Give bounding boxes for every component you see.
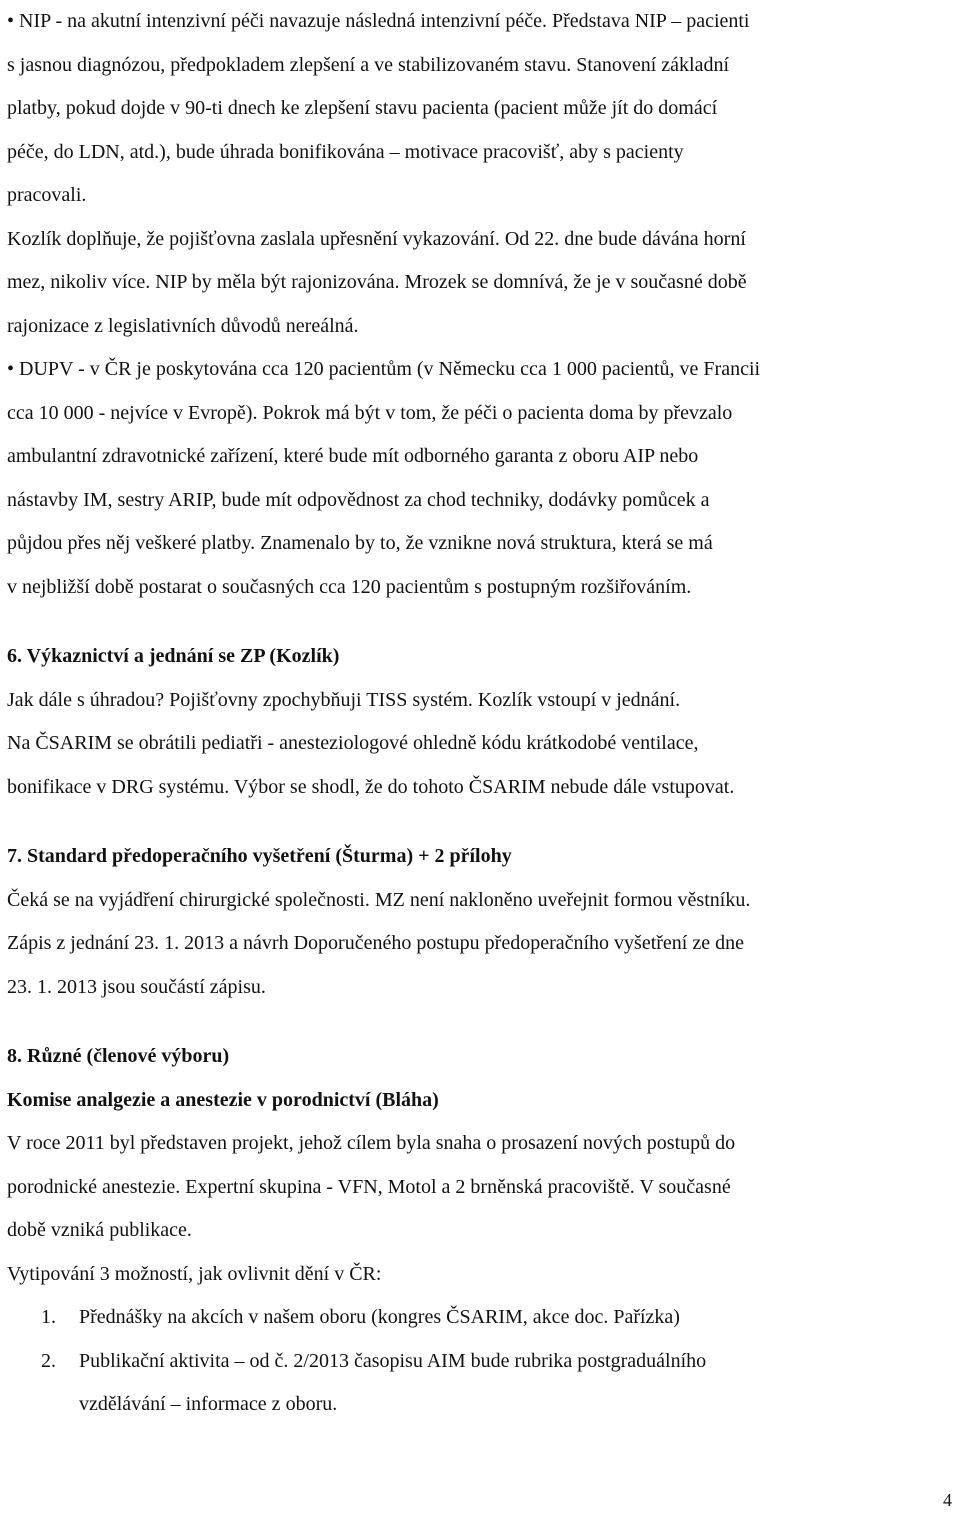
text-line: pracovali. (7, 184, 87, 206)
page-number: 4 (943, 1490, 952, 1510)
nip-paragraph (7, 0, 955, 218)
text-line: půjdou přes něj veškeré platby. Znamenalo by to, že vznikne nová struktura, která se má (7, 532, 713, 554)
text-line: bonifikace v DRG systému. Výbor se shodl, že do tohoto ČSARIM nebude dále vstupovat. (7, 775, 735, 798)
section-6 (7, 635, 955, 809)
text-line: Publikační aktivita – od č. 2/2013 časopisu AIM bude rubrika postgraduálního (79, 1349, 707, 1372)
list-number: 2. (41, 1349, 56, 1372)
text-line: péče, do LDN, atd.), bude úhrada bonifikována – motivace pracovišť, aby s pacienty (7, 140, 684, 163)
text-line: • DUPV - v ČR je poskytována cca 120 pacientům (v Německu cca 1 000 pacientů, ve Francii (7, 358, 761, 380)
text-line: ambulantní zdravotnické zařízení, které bude mít odborného garanta z oboru AIP nebo (7, 445, 699, 467)
text-line: vzdělávání – informace z oboru. (79, 1393, 338, 1415)
section-heading: 6. Výkaznictví a jednání se ZP (Kozlík) (7, 645, 340, 667)
text-line: cca 10 000 - nejvíce v Evropě). Pokrok má být v tom, že péči o pacienta doma by převzalo (7, 401, 733, 424)
text-line: • NIP - na akutní intenzivní péči navazuje následná intenzivní péče. Představa NIP – pacienti (7, 10, 750, 32)
list-item (7, 1340, 955, 1427)
section-subheading: Komise analgezie a anestezie v porodnictví (Bláha) (7, 1088, 439, 1111)
list-text (79, 1340, 955, 1427)
text-line: Na ČSARIM se obrátili pediatři - anesteziologové ohledně kódu krátkodobé ventilace, (7, 732, 699, 754)
text-line: mez, nikoliv více. NIP by měla být rajonizována. Mrozek se domnívá, že je v současné době (7, 271, 747, 293)
list-number: 1. (41, 1306, 56, 1328)
text-line: Kozlík doplňuje, že pojišťovna zaslala upřesnění vykazování. Od 22. dne bude dávána horní (7, 227, 746, 250)
section-7 (7, 835, 955, 1009)
text-line: Čeká se na vyjádření chirurgické společnosti. MZ není nakloněno uveřejnit formou věstníku. (7, 888, 751, 911)
list-text (79, 1296, 955, 1340)
section-heading: 8. Různé (členové výboru) (7, 1045, 230, 1067)
text-line: Přednášky na akcích v našem oboru (kongres ČSARIM, akce doc. Pařízka) (79, 1306, 680, 1328)
text-line: V roce 2011 byl představen projekt, jehož cílem byla snaha o prosazení nových postupů do (7, 1132, 736, 1154)
dupv-paragraph (7, 348, 955, 609)
document-page (7, 0, 955, 1427)
text-line: Zápis z jednání 23. 1. 2013 a návrh Doporučeného postupu předoperačního vyšetření ze dne (7, 932, 744, 954)
text-line: Jak dále s úhradou? Pojišťovny zpochybňuji TISS systém. Kozlík vstoupí v jednání. (7, 688, 681, 711)
text-line: s jasnou diagnózou, předpokladem zlepšení a ve stabilizovaném stavu. Stanovení základní (7, 53, 730, 76)
text-line: rajonizace z legislativních důvodů nereálná. (7, 314, 359, 337)
text-line: porodnické anestezie. Expertní skupina - VFN, Motol a 2 brněnská pracoviště. V současné (7, 1175, 731, 1198)
text-line: Vytipování 3 možností, jak ovlivnit dění v ČR: (7, 1262, 382, 1285)
kozlik-paragraph (7, 218, 955, 349)
section-8 (7, 1035, 955, 1427)
text-line: platby, pokud dojde v 90-ti dnech ke zlepšení stavu pacienta (pacient může jít do domácí (7, 97, 718, 119)
text-line: době vzniká publikace. (7, 1219, 192, 1241)
section-heading: 7. Standard předoperačního vyšetření (Šturma) + 2 přílohy (7, 845, 512, 867)
text-line: nástavby IM, sestry ARIP, bude mít odpovědnost za chod techniky, dodávky pomůcek a (7, 488, 710, 511)
list-item (7, 1296, 955, 1340)
text-line: 23. 1. 2013 jsou součástí zápisu. (7, 975, 266, 998)
text-line: v nejbližší době postarat o současných cca 120 pacientům s postupným rozšiřováním. (7, 575, 692, 598)
